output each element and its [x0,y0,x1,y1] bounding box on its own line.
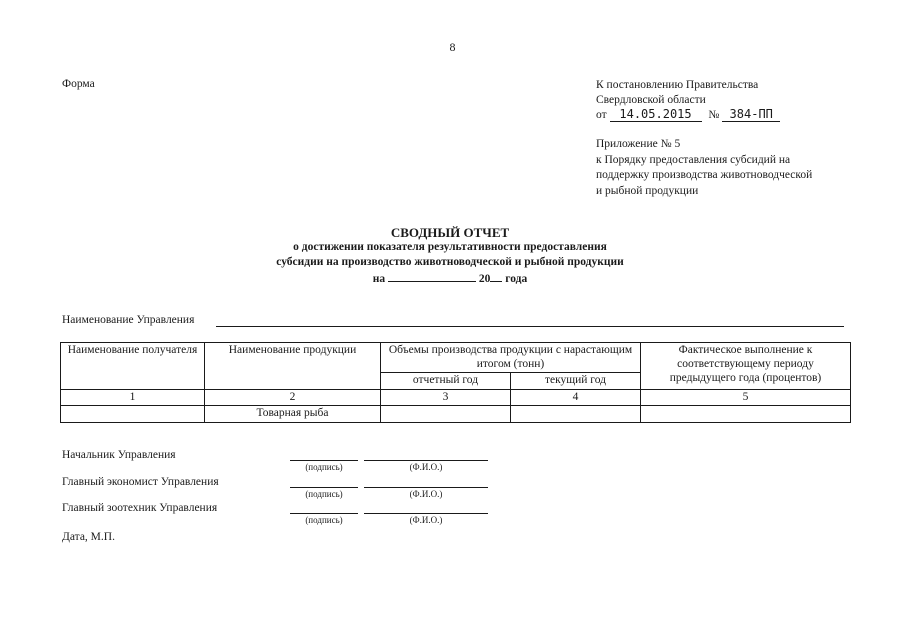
report-title [150,225,750,287]
page-number: 8 [449,40,456,54]
title-date-prefix: на [372,273,386,285]
header-product: Наименование продукции [205,343,381,390]
appendix-line-1: Приложение № 5 [596,138,681,150]
column-number: 2 [205,390,381,406]
date-blank [388,270,476,282]
name-line [364,460,488,461]
resolution-number-prefix: № [708,109,720,121]
signature-line [290,460,358,461]
appendix-reference [596,137,896,199]
signature-caption: (подпись) [305,462,343,472]
column-number: 5 [641,390,851,406]
appendix-line-4: и рыбной продукции [596,184,699,197]
name-caption: (Ф.И.О.) [409,462,443,472]
cell-actual [641,406,851,423]
signature-label-zootechnician: Главный зоотехник Управления [62,502,218,514]
resolution-line-2: Свердловской области [596,94,706,106]
management-label: Наименование Управления [62,314,195,326]
resolution-line-1: К постановлению Правительства [596,79,759,91]
title-line-3: субсидии на производство животноводческой и рыбной продукции [276,256,624,268]
resolution-number: 384-ПП [722,108,780,122]
signature-caption: (подпись) [305,515,343,525]
name-line [364,487,488,488]
title-date-line [150,270,750,287]
column-number: 3 [381,390,511,406]
header-recipient: Наименование получателя [61,343,205,390]
title-year-prefix: 20 [478,273,491,285]
cell-recipient [61,406,205,423]
signature-line [290,487,358,488]
name-caption: (Ф.И.О.) [409,489,443,499]
table-row [61,406,851,423]
title-line-2: о достижении показателя результативности предоставления [293,241,607,253]
signature-label-head: Начальник Управления [62,449,176,461]
year-blank [490,270,502,282]
cell-current [511,406,641,423]
header-actual: Фактическое выполнение к соответствующему периоду предыдущего года (процентов) [641,343,851,390]
resolution-date-prefix: от [596,109,607,121]
date-stamp-label: Дата, М.П. [62,531,115,543]
column-number: 4 [511,390,641,406]
header-volumes: Объемы производства продукции с нарастающим итогом (тонн) [381,343,641,373]
signature-label-economist: Главный экономист Управления [62,476,219,488]
title-year-suffix: года [505,273,528,285]
cell-product: Товарная рыба [205,406,381,423]
header-current-year: текущий год [511,373,641,390]
signature-line [290,513,358,514]
resolution-reference [596,78,886,123]
name-caption: (Ф.И.О.) [409,515,443,525]
column-numbers-row [61,390,851,406]
header-reporting-year: отчетный год [381,373,511,390]
name-line [364,513,488,514]
table-header-row [61,343,851,373]
signature-caption: (подпись) [305,489,343,499]
form-label: Форма [62,78,95,90]
resolution-date: 14.05.2015 [610,108,702,122]
cell-reporting [381,406,511,423]
appendix-line-2: к Порядку предоставления субсидий на [596,153,791,166]
column-number: 1 [61,390,205,406]
management-field-line [216,326,844,327]
report-table [60,342,851,423]
title-main: СВОДНЫЙ ОТЧЕТ [390,225,510,240]
resolution-date-line [596,108,886,123]
appendix-line-3: поддержку производства животноводческой [596,169,813,181]
